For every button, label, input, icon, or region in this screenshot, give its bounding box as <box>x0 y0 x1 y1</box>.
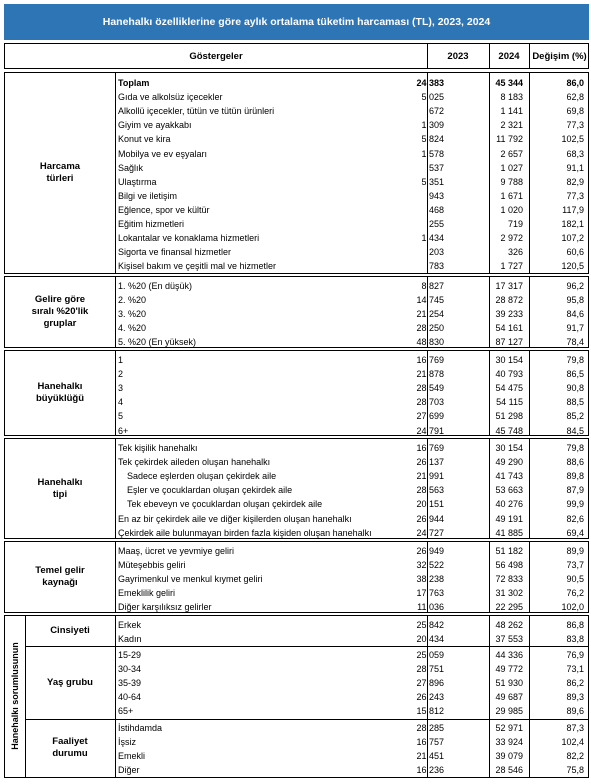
value-2023: 1 578 <box>421 148 444 159</box>
table-row <box>5 544 588 558</box>
value-2024: 2 972 <box>500 233 523 244</box>
table-row <box>5 512 588 526</box>
value-change: 117,9 <box>562 204 584 215</box>
row-label: Eşler ve çocuklardan oluşan çekirdek aile <box>127 485 293 496</box>
group-label: Hanehalkı büyüklüğü <box>35 381 85 404</box>
table-row <box>5 76 588 90</box>
table-title: Hanehalkı özelliklerine göre aylık ortalama tüketim harcaması (TL), 2023, 2024 <box>4 4 589 40</box>
table-row <box>5 497 588 511</box>
value-change: 76,2 <box>566 588 584 599</box>
table-row <box>5 321 588 335</box>
value-2023: 1 434 <box>421 233 444 244</box>
row-label: Diğer <box>118 765 140 776</box>
value-change: 96,2 <box>566 281 584 291</box>
table-row <box>5 526 588 540</box>
row-label: Kişisel bakım ve çeşitli mal ve hizmetler <box>118 261 277 272</box>
value-2023: 468 <box>428 204 444 215</box>
value-2024: 28 872 <box>495 295 523 306</box>
value-2023: 28 703 <box>416 397 444 408</box>
value-change: 89,9 <box>566 546 584 556</box>
value-2024: 17 317 <box>495 281 523 291</box>
row-label: Çekirdek aile bulunmayan birden fazla kişiden oluşan hanehalkı <box>118 527 372 538</box>
value-2024: 31 302 <box>495 588 523 599</box>
table-row <box>5 279 588 293</box>
table-row <box>5 307 588 321</box>
subgroup-label: Faaliyet durumu <box>52 736 88 759</box>
table-row <box>5 293 588 307</box>
value-2024: 9 788 <box>500 176 523 187</box>
value-change: 90,8 <box>566 383 584 394</box>
value-change: 76,9 <box>566 650 584 660</box>
value-change: 120,5 <box>561 261 584 272</box>
value-2024: 40 793 <box>495 369 523 380</box>
value-2023: 21 451 <box>416 751 444 762</box>
value-2023: 28 751 <box>416 664 444 675</box>
value-change: 69,4 <box>566 527 584 538</box>
value-2024: 45 748 <box>495 425 523 436</box>
value-2023: 20 151 <box>416 499 444 510</box>
value-2023: 16 769 <box>416 443 444 453</box>
table-row <box>5 203 588 217</box>
value-2024: 44 336 <box>495 650 523 660</box>
value-2023: 17 763 <box>416 588 444 599</box>
value-2024: 39 233 <box>495 309 523 320</box>
value-2023: 943 <box>428 190 444 201</box>
value-change: 68,3 <box>566 148 584 159</box>
section-gelir <box>4 276 589 348</box>
table-row <box>5 721 588 735</box>
value-change: 86,2 <box>566 678 584 689</box>
value-change: 60,6 <box>566 247 584 258</box>
value-2023: 672 <box>428 106 444 117</box>
value-2023: 8 827 <box>421 281 444 291</box>
header-2024: 2024 <box>498 50 520 62</box>
value-2024: 1 727 <box>500 261 523 272</box>
row-label: Ulaştırma <box>118 176 157 187</box>
row-label: En az bir çekirdek aile ve diğer kişilerden oluşan hanehalkı <box>118 513 352 524</box>
value-2023: 14 745 <box>416 295 444 306</box>
row-label: Toplam <box>118 78 150 88</box>
value-2024: 1 027 <box>500 162 523 173</box>
value-change: 85,2 <box>566 411 584 422</box>
value-2024: 2 657 <box>500 148 523 159</box>
value-change: 89,3 <box>566 692 584 703</box>
table-row <box>5 231 588 245</box>
value-2024: 53 663 <box>495 485 523 496</box>
table-row <box>5 558 588 572</box>
table-row <box>5 189 588 203</box>
value-2024: 1 020 <box>500 204 523 215</box>
value-change: 86,0 <box>566 78 584 88</box>
value-2024: 52 971 <box>495 723 523 733</box>
section-sorumlu <box>4 615 589 778</box>
value-2024: 37 553 <box>495 634 523 645</box>
value-2024: 1 671 <box>500 190 523 201</box>
value-2023: 25 059 <box>416 650 444 660</box>
value-2023: 783 <box>428 261 444 272</box>
table-row <box>5 132 588 146</box>
row-label: 4. %20 <box>118 323 147 334</box>
row-label: 1 <box>118 355 124 365</box>
value-2024: 48 262 <box>495 620 523 630</box>
section-buyukluk <box>4 350 589 436</box>
table-row <box>5 483 588 497</box>
value-change: 62,8 <box>566 92 584 103</box>
row-label: 3 <box>118 383 124 394</box>
table-row <box>5 175 588 189</box>
row-label: Eğitim hizmetleri <box>118 219 185 229</box>
value-2024: 2 321 <box>500 120 523 131</box>
value-change: 89,8 <box>566 471 584 482</box>
value-change: 87,9 <box>566 485 584 496</box>
value-change: 107,2 <box>561 233 584 244</box>
value-2023: 28 285 <box>416 723 444 733</box>
value-2024: 39 079 <box>495 751 523 762</box>
value-2023: 48 830 <box>416 337 444 348</box>
value-2023: 537 <box>428 162 444 173</box>
row-label: İşsiz <box>118 737 136 748</box>
value-2023: 24 383 <box>416 78 444 88</box>
value-2023: 27 699 <box>416 411 444 422</box>
value-change: 90,5 <box>566 574 584 585</box>
value-2024: 28 546 <box>495 765 523 776</box>
value-2024: 49 772 <box>495 664 523 675</box>
value-2024: 30 154 <box>495 443 523 453</box>
table-row <box>5 763 588 777</box>
table-row <box>5 441 588 455</box>
value-2023: 26 243 <box>416 692 444 703</box>
row-label: 4 <box>118 397 124 408</box>
row-label: Kadın <box>118 634 142 645</box>
row-label: 5 <box>118 411 124 422</box>
value-2023: 28 250 <box>416 323 444 334</box>
value-2023: 16 757 <box>416 737 444 748</box>
value-2023: 21 254 <box>416 309 444 320</box>
value-2023: 255 <box>428 219 444 229</box>
value-2024: 51 930 <box>495 678 523 689</box>
value-change: 84,5 <box>566 425 584 436</box>
row-label: Diğer karşılıksız gelirler <box>118 602 212 613</box>
value-2023: 16 769 <box>416 355 444 365</box>
row-label: Gayrimenkul ve menkul kıymet geliri <box>118 574 263 585</box>
row-label: Sağlık <box>118 162 144 173</box>
value-2023: 203 <box>428 247 444 258</box>
value-2024: 29 985 <box>495 706 523 717</box>
row-label: Mobilya ve ev eşyaları <box>118 148 208 159</box>
row-label: 6+ <box>118 425 129 436</box>
value-2024: 72 833 <box>495 574 523 585</box>
value-change: 95,8 <box>566 295 584 306</box>
value-change: 86,8 <box>566 620 584 630</box>
value-change: 83,8 <box>566 634 584 645</box>
row-label: Lokantalar ve konaklama hizmetleri <box>118 233 260 244</box>
row-label: 30-34 <box>118 664 142 675</box>
value-2023: 27 896 <box>416 678 444 689</box>
table-header <box>4 43 589 69</box>
value-2024: 326 <box>507 247 523 258</box>
table-row <box>5 572 588 586</box>
value-2023: 26 944 <box>416 513 444 524</box>
value-2024: 30 154 <box>495 355 523 365</box>
value-2023: 25 842 <box>416 620 444 630</box>
row-label: 65+ <box>118 706 134 717</box>
value-2024: 1 141 <box>500 106 523 117</box>
row-label: Tek ebeveyn ve çocuklardan oluşan çekirdek aile <box>127 499 323 510</box>
row-label: Tek çekirdek aileden oluşan hanehalkı <box>118 457 271 468</box>
value-2024: 49 191 <box>495 513 523 524</box>
row-label: 2 <box>118 369 124 380</box>
table-row <box>5 586 588 600</box>
row-label: Sigorta ve finansal hizmetler <box>118 247 232 258</box>
table-row <box>5 735 588 749</box>
value-2024: 87 127 <box>495 337 523 348</box>
row-label: 3. %20 <box>118 309 147 320</box>
value-2024: 719 <box>507 219 523 229</box>
subgroup-label: Cinsiyeti <box>50 625 90 636</box>
table-row <box>5 676 588 690</box>
table-row <box>5 147 588 161</box>
value-2024: 40 276 <box>495 499 523 510</box>
value-change: 102,0 <box>561 602 584 613</box>
table-row <box>5 259 588 273</box>
value-2024: 8 183 <box>500 92 523 103</box>
table-row <box>5 381 588 395</box>
table-row <box>5 395 588 409</box>
value-2023: 21 878 <box>416 369 444 380</box>
row-label: 5. %20 (En yüksek) <box>118 337 197 348</box>
value-change: 91,7 <box>566 323 584 334</box>
row-label: 35-39 <box>118 678 142 689</box>
row-label: Emeklilik geliri <box>118 588 176 599</box>
value-2024: 51 182 <box>495 546 523 556</box>
value-2024: 41 885 <box>495 527 523 538</box>
value-2023: 24 727 <box>416 527 444 538</box>
subgroup-label: Yaş grubu <box>47 676 93 688</box>
value-change: 79,8 <box>566 355 584 365</box>
value-change: 75,8 <box>566 765 584 776</box>
header-2023: 2023 <box>447 50 469 62</box>
table-row <box>5 367 588 381</box>
table-row <box>5 662 588 676</box>
header-indicators: Göstergeler <box>189 50 243 62</box>
value-2023: 21 991 <box>416 471 444 482</box>
group-label: Hanehalkı tipi <box>37 476 83 500</box>
value-change: 82,2 <box>566 751 584 762</box>
table-row <box>5 245 588 259</box>
value-change: 84,6 <box>566 309 584 320</box>
row-label: 15-29 <box>118 650 142 660</box>
value-change: 77,3 <box>566 120 584 131</box>
table-row <box>5 335 588 349</box>
value-2023: 16 236 <box>416 765 444 776</box>
value-2023: 15 812 <box>416 706 444 717</box>
value-change: 99,9 <box>566 499 584 510</box>
value-2023: 32 522 <box>416 560 444 571</box>
row-label: İstihdamda <box>118 723 163 733</box>
value-change: 82,9 <box>566 176 584 187</box>
section-harcama <box>4 72 589 274</box>
value-2023: 5 025 <box>421 92 444 103</box>
table-row <box>5 424 588 438</box>
value-change: 88,6 <box>566 457 584 468</box>
value-2023: 28 563 <box>416 485 444 496</box>
value-2024: 11 792 <box>496 134 523 145</box>
table-row <box>5 469 588 483</box>
table-row <box>5 690 588 704</box>
value-change: 182,1 <box>561 219 584 229</box>
table-row <box>5 217 588 231</box>
row-label: Müteşebbis geliri <box>118 560 186 571</box>
value-change: 89,6 <box>566 706 584 717</box>
value-change: 102,5 <box>561 134 584 145</box>
table-row <box>5 161 588 175</box>
row-label: 1. %20 (En düşük) <box>118 281 193 291</box>
value-2023: 26 949 <box>416 546 444 556</box>
row-label: 40-64 <box>118 692 142 703</box>
value-2024: 56 498 <box>495 560 523 571</box>
row-label: Bilgi ve iletişim <box>118 190 178 201</box>
value-change: 73,1 <box>566 664 584 675</box>
value-2023: 5 824 <box>421 134 444 145</box>
table-row <box>5 104 588 118</box>
value-2024: 49 687 <box>495 692 523 703</box>
value-change: 102,4 <box>561 737 584 748</box>
value-2023: 11 036 <box>417 602 444 613</box>
value-2023: 26 137 <box>416 457 444 468</box>
value-change: 82,6 <box>566 513 584 524</box>
row-label: Tek kişilik hanehalkı <box>118 443 198 453</box>
value-2024: 22 295 <box>495 602 523 613</box>
row-label: Eğlence, spor ve kültür <box>118 204 210 215</box>
row-label: Erkek <box>118 620 142 630</box>
value-2023: 20 434 <box>416 634 444 645</box>
table-row <box>5 600 588 614</box>
table-row <box>5 409 588 423</box>
value-change: 87,3 <box>566 723 584 733</box>
row-label: Gıda ve alkolsüz içecekler <box>118 92 223 103</box>
value-2024: 51 298 <box>495 411 523 422</box>
value-change: 78,4 <box>566 337 584 348</box>
table-row <box>5 704 588 718</box>
group-label: Harcama türleri <box>39 161 81 184</box>
row-label: Konut ve kira <box>118 134 171 145</box>
table-row <box>5 749 588 763</box>
value-2024: 41 743 <box>495 471 523 482</box>
value-2024: 33 924 <box>495 737 523 748</box>
value-2024: 45 344 <box>495 78 523 88</box>
table-row <box>5 618 588 632</box>
value-change: 88,5 <box>566 397 584 408</box>
value-2024: 54 475 <box>495 383 523 394</box>
row-label: Alkollü içecekler, tütün ve tütün ürünleri <box>118 106 275 117</box>
row-label: Sadece eşlerden oluşan çekirdek aile <box>127 471 277 482</box>
group-label: Temel gelir kaynağı <box>35 565 85 588</box>
value-2024: 54 115 <box>496 397 523 408</box>
value-2023: 5 351 <box>421 176 444 187</box>
row-label: Maaş, ücret ve yevmiye geliri <box>118 546 235 556</box>
table-row <box>5 455 588 469</box>
table-row <box>5 648 588 662</box>
value-2024: 49 290 <box>495 457 523 468</box>
row-label: Giyim ve ayakkabı <box>118 120 192 131</box>
value-change: 77,3 <box>566 190 584 201</box>
value-change: 69,8 <box>566 106 584 117</box>
row-label: Emekli <box>118 751 146 762</box>
value-change: 73,7 <box>566 560 584 571</box>
value-2023: 28 549 <box>416 383 444 394</box>
value-change: 79,8 <box>566 443 584 453</box>
value-2023: 38 238 <box>416 574 444 585</box>
value-2023: 24 791 <box>416 425 444 436</box>
value-2023: 1 309 <box>421 120 444 131</box>
sorumlu-label: Hanehalkı sorumlusunun <box>10 642 20 750</box>
header-change: Değişim (%) <box>532 50 587 62</box>
value-change: 91,1 <box>566 162 584 173</box>
table-row <box>5 118 588 132</box>
table-row <box>5 632 588 646</box>
table-row <box>5 353 588 367</box>
value-2024: 54 161 <box>495 323 523 334</box>
section-kaynak <box>4 541 589 613</box>
section-tip <box>4 438 589 539</box>
group-label: Gelire göre sıralı %20'lik gruplar <box>31 294 89 329</box>
value-change: 86,5 <box>566 369 584 380</box>
table-row <box>5 90 588 104</box>
row-label: 2. %20 <box>118 295 147 306</box>
